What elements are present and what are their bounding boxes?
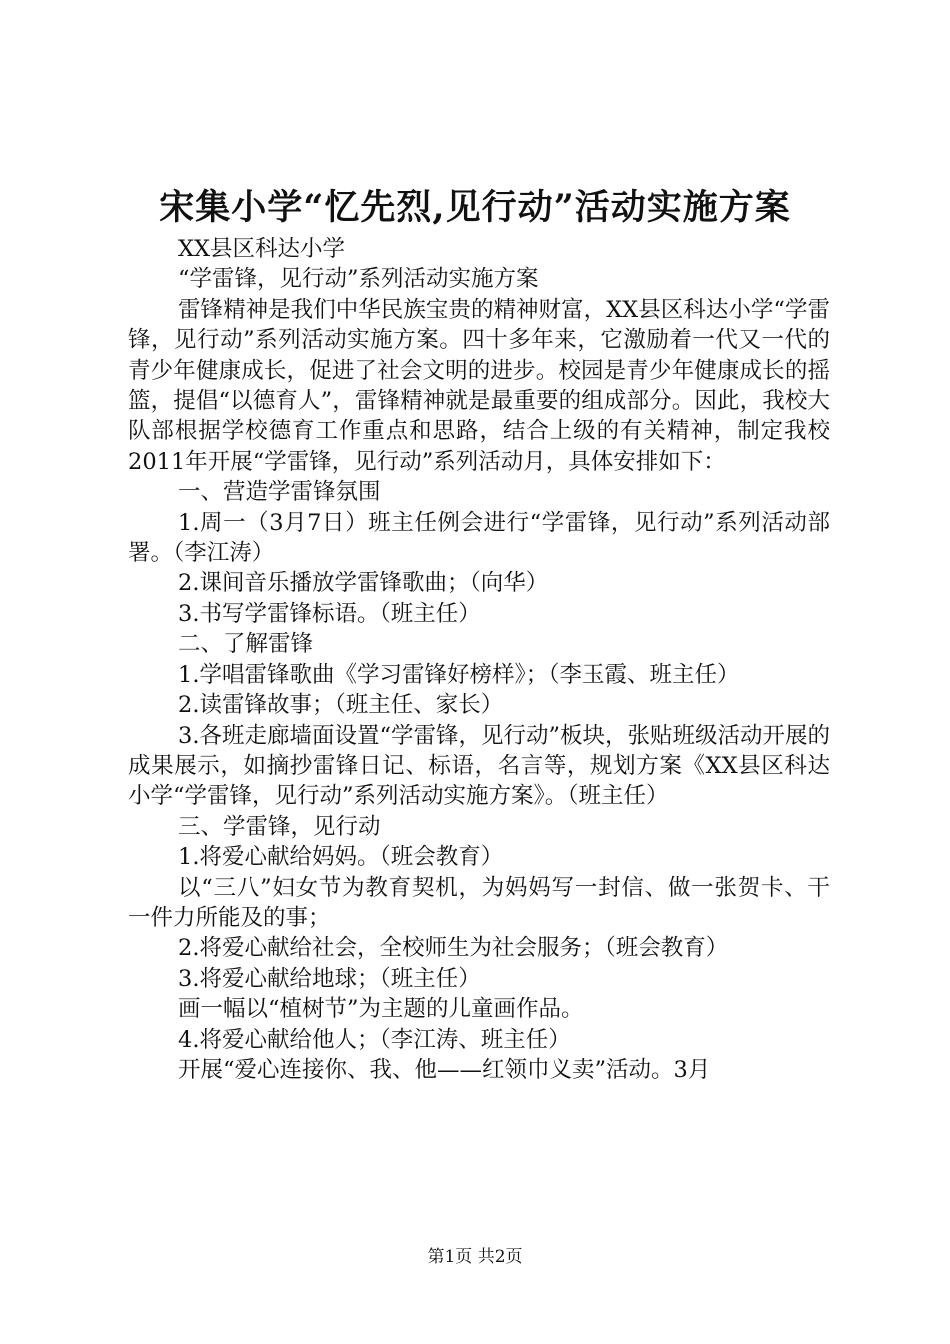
list-item: 2.读雷锋故事；（班主任、家长） [178,692,504,719]
document-title: 宋集小学“忆先烈,见行动”活动实施方案 [159,187,791,228]
document-body [128,234,830,1085]
list-item: 3.将爱心献给地球；（班主任） [178,965,481,992]
intro-paragraph: 雷锋精神是我们中华民族宝贵的精神财富，XX县区科达小学“学雷锋，见行动”系列活动实施方案。四十多年来，它激励着一代又一代的青少年健康成长，促进了社会文明的进步。校园是青少年健康成长的摇篮，提倡“以德育人”，雷锋精神就是最重要的组成部分。因此，我校大队部根据学校德育工作重点和思路，结合上级的有关精神，制定我校2011年开展“学雷锋，见行动”系列活动月，具体安排如下： [128,296,830,475]
page-number-footer: 第1页 共2页 [427,1247,523,1267]
list-item: 2.将爱心献给社会，全校师生为社会服务；（班会教育） [178,935,729,962]
list-item: 1.学唱雷锋歌曲《学习雷锋好榜样》；（李玉霞、班主任） [178,661,740,688]
list-item: 4.将爱心献给他人；（李江涛、班主任） [178,1026,571,1053]
list-item: 3.书写学雷锋标语。（班主任） [178,600,481,627]
list-item: 1.将爱心献给妈妈。（班会教育） [178,844,504,871]
section-heading-3: 三、学雷锋，见行动 [178,813,381,840]
section-heading-1: 一、营造学雷锋氛围 [178,479,381,506]
list-item-detail: 开展“爱心连接你、我、他——红领巾义卖”活动。3月 [178,1056,711,1083]
list-item: 3.各班走廊墙面设置“学雷锋，见行动”板块，张贴班级活动开展的成果展示，如摘抄雷锋日记、标语，名言等，规划方案《XX县区科达小学“学雷锋，见行动”系列活动实施方案》。（班主任） [128,722,830,810]
list-item: 2.课间音乐播放学雷锋歌曲；（向华） [178,570,549,597]
list-item-detail: 以“三八”妇女节为教育契机，为妈妈写一封信、做一张贺卡、干一件力所能及的事； [128,874,830,931]
list-item-detail: 画一幅以“植树节”为主题的儿童画作品。 [178,996,584,1023]
section-heading-2: 二、了解雷锋 [178,631,314,658]
plan-subtitle-line: “学雷锋，见行动”系列活动实施方案 [178,266,539,293]
school-name-line: XX县区科达小学 [178,236,346,262]
list-item: 1.周一（3月7日）班主任例会进行“学雷锋，见行动”系列活动部署。（李江涛） [128,509,830,567]
